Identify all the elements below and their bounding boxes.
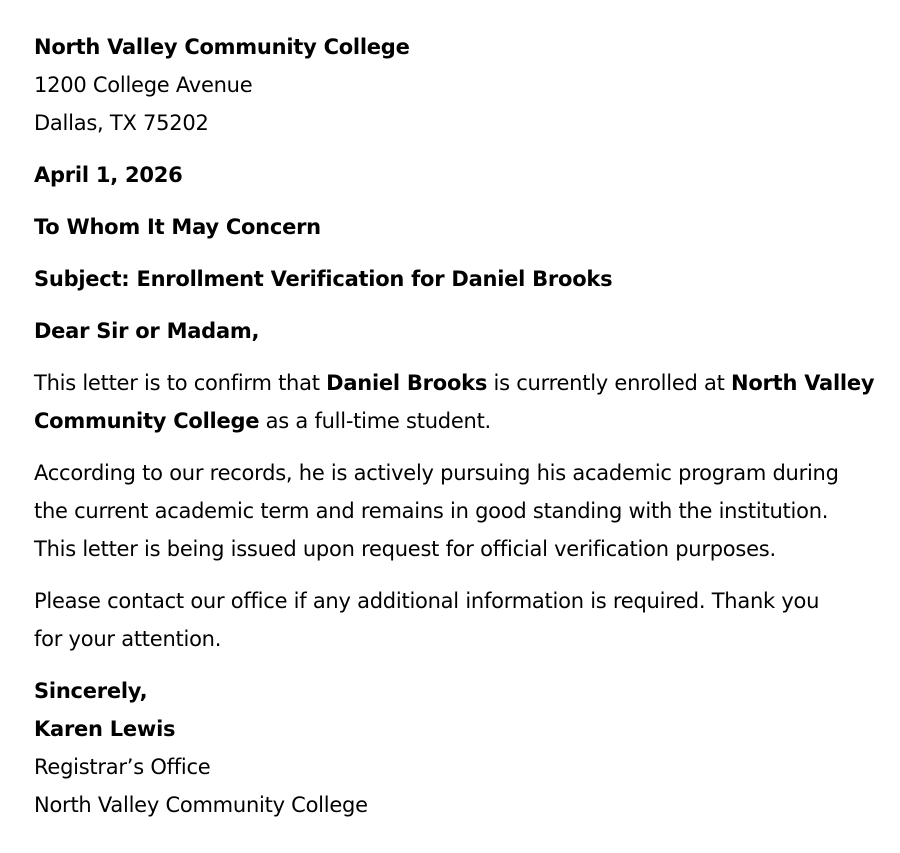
signer-office: Registrar’s Office [34, 755, 211, 779]
closing-block [34, 672, 884, 824]
college-name: North Valley Community College [34, 371, 875, 433]
paragraph1-middle: is currently enrolled at [487, 371, 732, 395]
paragraph-enrollment-confirmation [34, 364, 884, 440]
sender-block [34, 28, 884, 142]
letter-date: April 1, 2026 [34, 163, 183, 187]
paragraph3-line-1: Please contact our office if any additional information is required. Thank you [34, 589, 820, 613]
sender-name: North Valley Community College [34, 35, 410, 59]
paragraph1-intro: This letter is to confirm that [34, 371, 327, 395]
paragraph2-line-3: This letter is being issued upon request for official verification purposes. [34, 537, 776, 561]
subject-line: Subject: Enrollment Verification for Daniel Brooks [34, 267, 613, 291]
sender-address-line-2: Dallas, TX 75202 [34, 111, 209, 135]
letter-document [34, 28, 884, 824]
paragraph3-line-2: for your attention. [34, 627, 222, 651]
paragraph-contact [34, 582, 884, 658]
paragraph-records [34, 454, 884, 568]
paragraph2-line-1: According to our records, he is actively pursuing his academic program during [34, 461, 839, 485]
student-name: Daniel Brooks [326, 371, 488, 395]
valediction: Sincerely, [34, 679, 148, 703]
recipient-line: To Whom It May Concern [34, 215, 321, 239]
sender-address-line-1: 1200 College Avenue [34, 73, 253, 97]
signer-name: Karen Lewis [34, 717, 176, 741]
salutation: Dear Sir or Madam, [34, 319, 260, 343]
paragraph1-end: as a full-time student. [259, 409, 491, 433]
paragraph2-line-2: the current academic term and remains in good standing with the institution. [34, 499, 829, 523]
signer-organization: North Valley Community College [34, 793, 368, 817]
